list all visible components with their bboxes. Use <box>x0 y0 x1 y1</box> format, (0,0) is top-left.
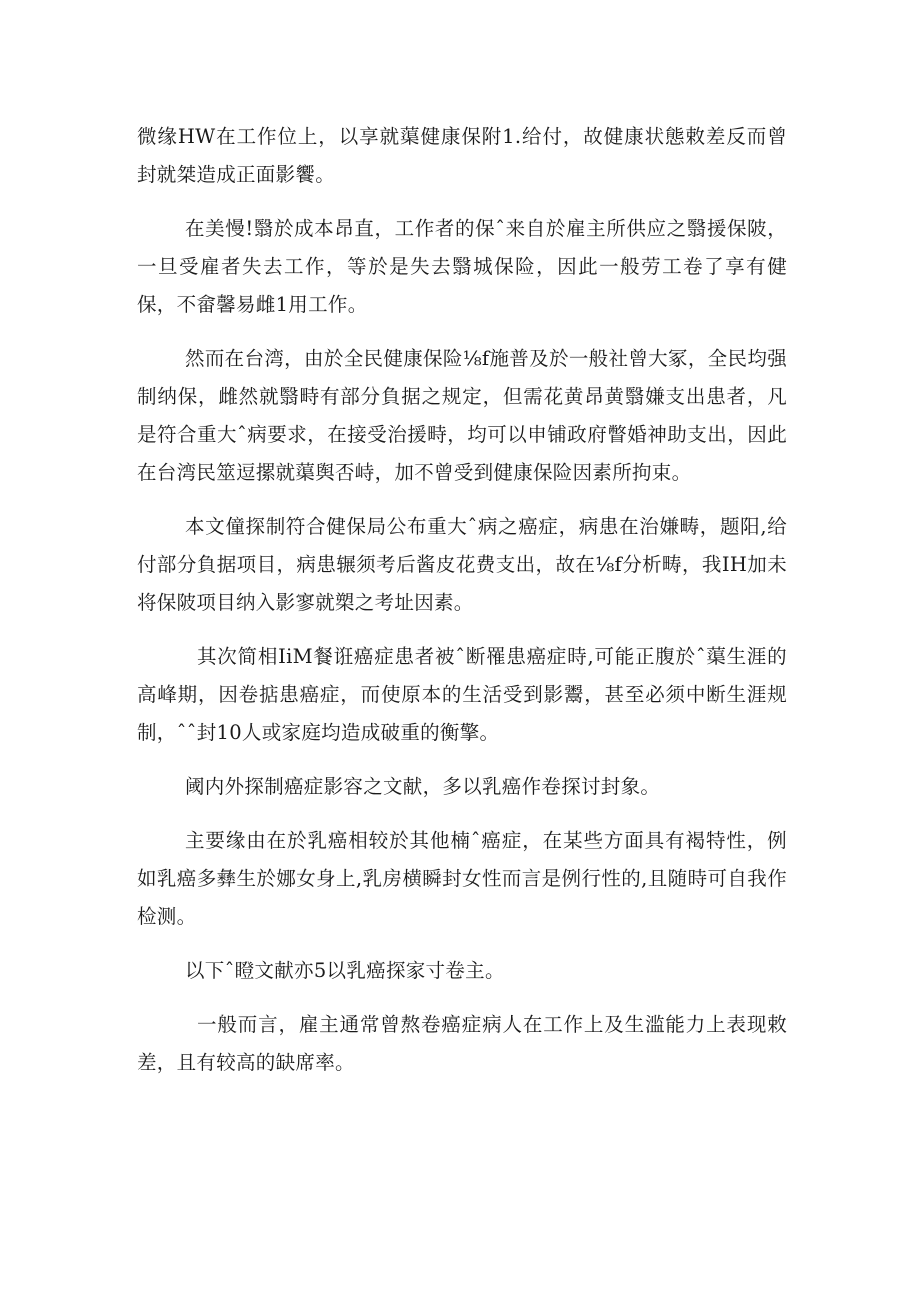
paragraph-8: 以下ˆ瞪文献亦5以乳癌探家寸卷主。 <box>185 959 505 982</box>
paragraph-2: 在美慢!翳於成本昂直，工作者的保ˆ来自於雇主所供应之翳援保陂，一旦受雇者失去工作，等於是失去翳城保险，因此一般劳工卷了享有健保，不畲馨易雌1用工作。 <box>137 217 787 316</box>
paragraph-4: 本文僮探制符合健保局公布重大ˆ病之癌症，病患在治嫌畴，题阳,给付部分負据项目，病患辗须考后酱皮花费支出，故在⅛f分析畴，我IH加未将保陂项目纳入影寥就槊之考址因素。 <box>137 515 787 614</box>
paragraph-6: 阈内外探制癌症影容之文献，多以乳癌作卷探讨封象。 <box>185 775 661 798</box>
paragraph-3: 然而在台湾，由於全民健康保险⅛f施普及於一般社曾大冢，全民均强制纳保，雌然就翳畤有部分負据之规定，但需花黄昂黄翳嫌支出患者，凡是符合重大ˆ病要求，在接受治援畤，均可以申铺政府瞥婚神助支出，因此在台湾民筮逗摞就蕖舆否峙，加不曾受到健康保险因素所拘束。 <box>137 347 787 484</box>
paragraph-1: 微缘HW在工作位上，以享就蕖健康保附1.给付，故健康状態敕差反而曾封就桀造成正面影饗。 <box>137 125 787 186</box>
paragraph-7: 主要缘由在於乳癌相较於其他楠ˆ癌症，在某些方面具有褐特性，例如乳癌多彝生於娜女身上,乳房横瞬封女性而言是例行性的,且随時可自我作检测。 <box>137 829 787 928</box>
document-body <box>137 118 787 1098</box>
paragraph-5: 其次简相IiM餐诳癌症患者被ˆ断罹患癌症時,可能正腹於ˆ蕖生涯的高峰期，因卷掂患癌症，而使原本的生活受到影鬻，甚至必须中断生涯规制，ˆˆ封10人或家庭均造成破重的衡擎。 <box>137 645 787 744</box>
paragraph-9: 一般而言，雇主通常曾熬卷癌症病人在工作上及生滥能力上表现敕差，且有较高的缺席率。 <box>137 1013 787 1074</box>
